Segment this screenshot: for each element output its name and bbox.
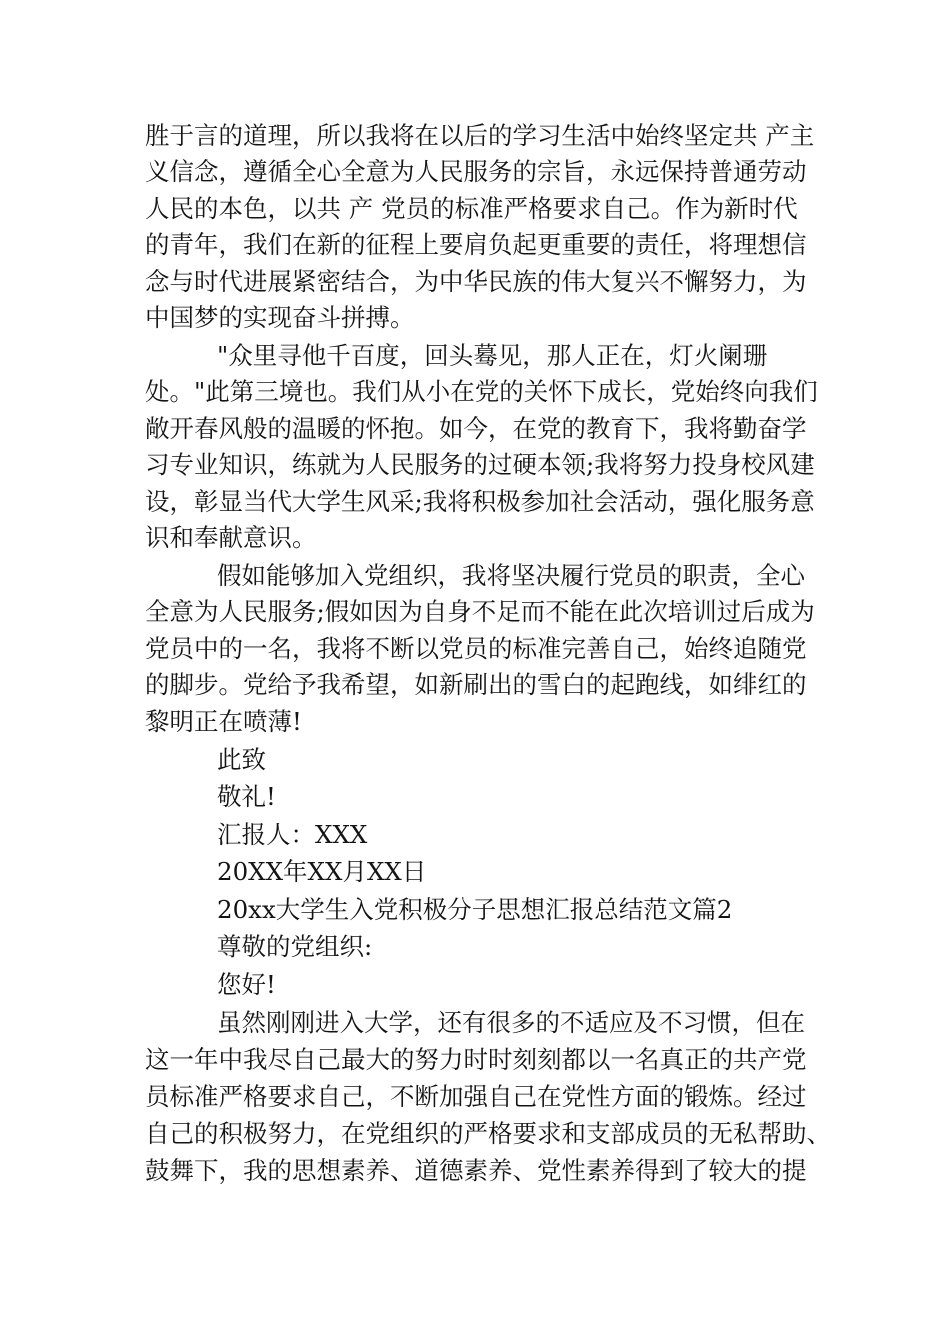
paragraph-line: 全意为人民服务;假如因为自身不足而不能在此次培训过后成为	[145, 597, 815, 626]
date-line: 20XX年XX月XX日	[217, 857, 427, 886]
paragraph-line: "众里寻他千百度，回头蓦见，那人正在，灯火阑珊	[217, 341, 768, 370]
paragraph-line: 敞开春风般的温暖的怀抱。如今，在党的教育下，我将勤奋学	[145, 414, 807, 443]
paragraph-line: 这一年中我尽自己最大的努力时时刻刻都以一名真正的共产党	[145, 1045, 807, 1074]
salutation-line: 敬礼!	[217, 782, 276, 811]
paragraph-line: 假如能够加入党组织，我将坚决履行党员的职责，全心	[217, 561, 805, 590]
reporter-line: 汇报人：XXX	[217, 820, 368, 849]
closing-line: 此致	[217, 745, 266, 774]
paragraph-line: 习专业知识，练就为人民服务的过硬本领;我将努力投身校风建	[145, 450, 815, 479]
paragraph-line: 胜于言的道理，所以我将在以后的学习生活中始终坚定共 产主	[145, 121, 815, 150]
paragraph-line: 设，彰显当代大学生风采;我将积极参加社会活动，强化服务意	[145, 487, 815, 516]
paragraph-line: 的青年，我们在新的征程上要肩负起更重要的责任，将理想信	[145, 230, 807, 259]
paragraph-line: 虽然刚刚进入大学，还有很多的不适应及不习惯，但在	[217, 1008, 805, 1037]
greeting-line: 尊敬的党组织:	[217, 932, 373, 961]
paragraph-line: 员标准严格要求自己，不断加强自己在党性方面的锻炼。经过	[145, 1082, 807, 1111]
paragraph-line: 念与时代进展紧密结合，为中华民族的伟大复兴不懈努力，为	[145, 267, 807, 296]
paragraph-line: 党员中的一名，我将不断以党员的标准完善自己，始终追随党	[145, 634, 807, 663]
paragraph-line: 的脚步。党给予我希望，如新刷出的雪白的起跑线，如绯红的	[145, 670, 807, 699]
paragraph-line: 义信念，遵循全心全意为人民服务的宗旨，永远保持普通劳动	[145, 157, 807, 186]
section-title: 20xx大学生入党积极分子思想汇报总结范文篇2	[217, 895, 733, 924]
paragraph-line: 鼓舞下，我的思想素养、道德素养、党性素养得到了较大的提	[145, 1156, 807, 1185]
paragraph-line: 识和奉献意识。	[145, 523, 317, 552]
paragraph-line: 人民的本色，以共 产 党员的标准严格要求自己。作为新时代	[145, 194, 798, 223]
paragraph-line: 中国梦的实现奋斗拼搏。	[145, 303, 415, 332]
paragraph-line: 黎明正在喷薄!	[145, 707, 302, 736]
paragraph-line: 处。"此第三境也。我们从小在党的关怀下成长，党始终向我们	[145, 377, 818, 406]
greeting-line: 您好!	[217, 970, 276, 999]
paragraph-line: 自己的积极努力，在党组织的严格要求和支部成员的无私帮助、	[145, 1119, 831, 1148]
